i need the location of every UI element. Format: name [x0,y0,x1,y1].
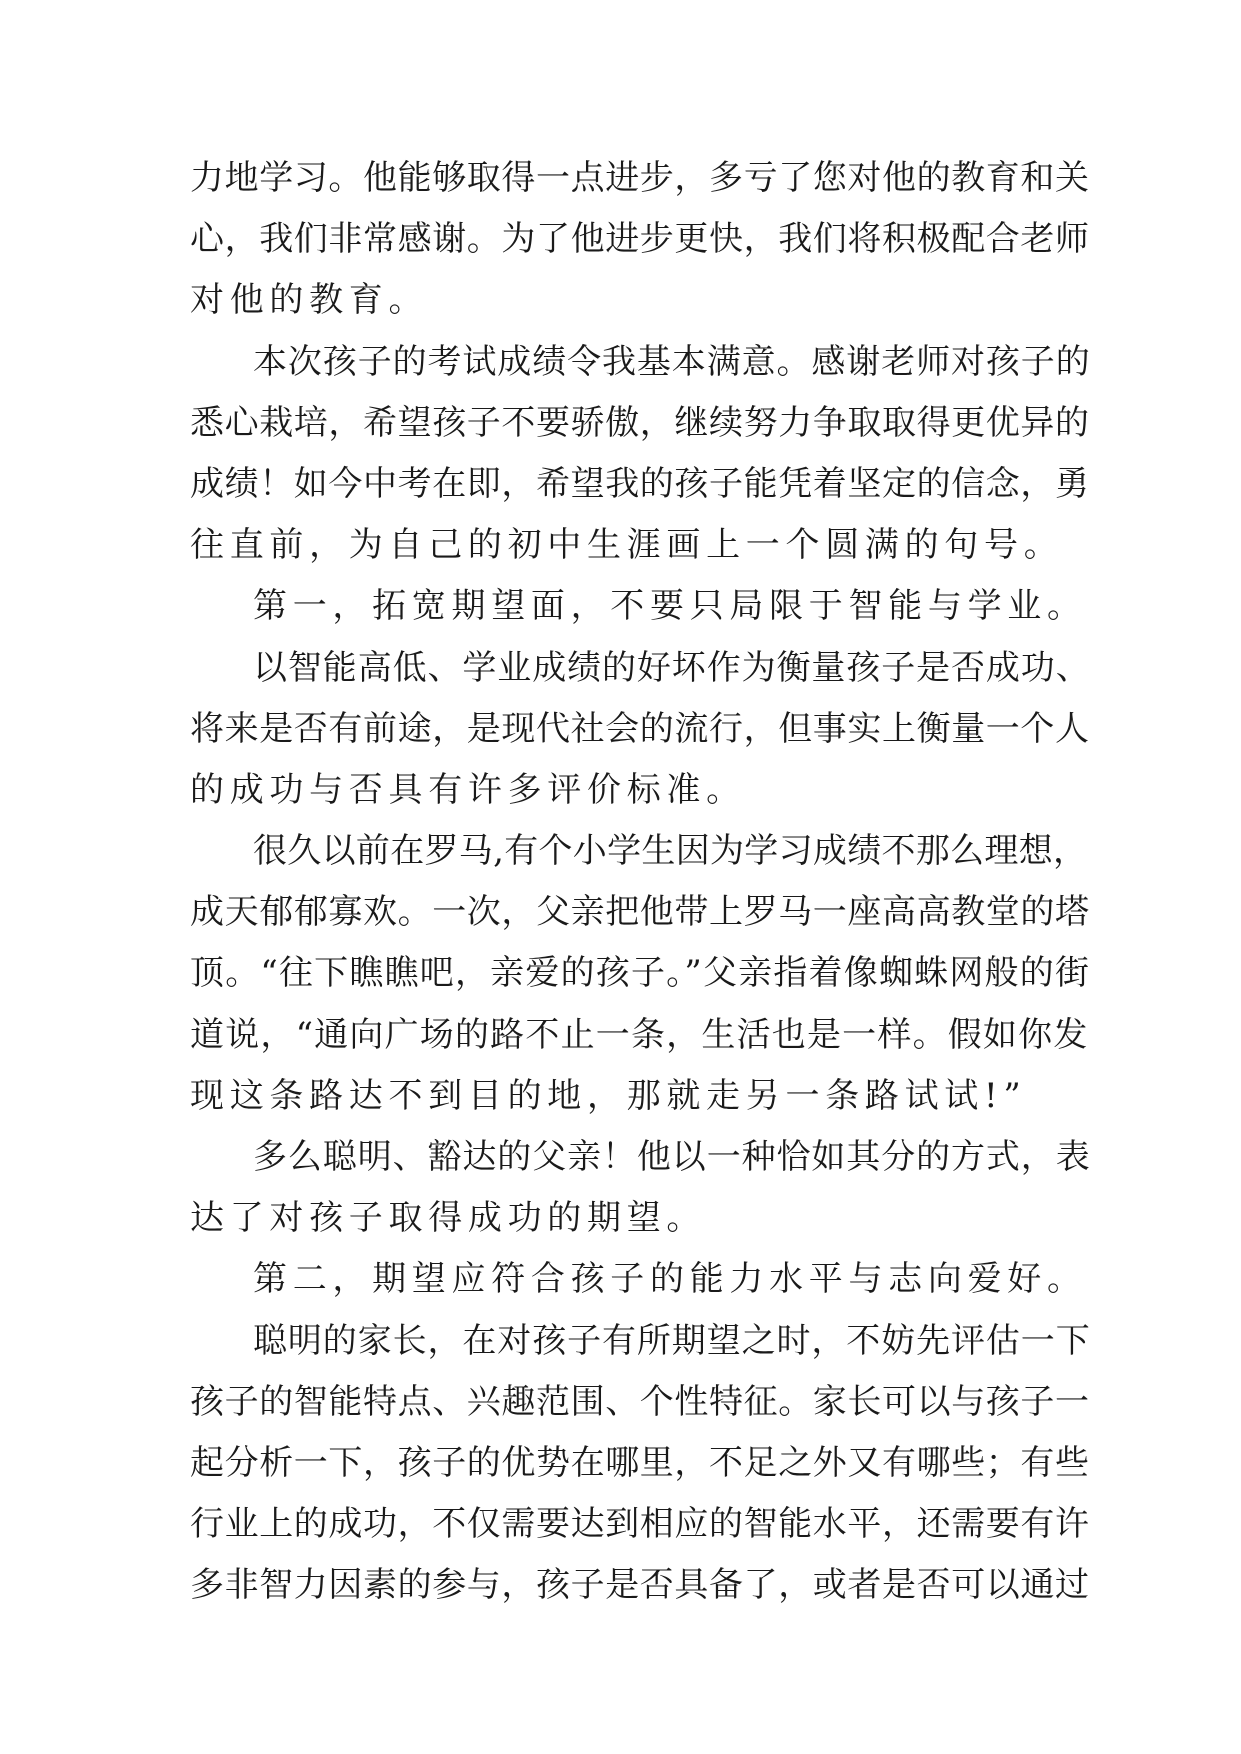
paragraph-first-line: 很久以前在罗马,有个小学生因为学习成绩不那么理想， [253,831,1088,872]
text-line: 顶。“往下瞧瞧吧，亲爱的孩子。”父亲指着像蜘蛛网般的街 [190,953,1091,994]
text-line: 行业上的成功，不仅需要达到相应的智能水平，还需要有许 [190,1504,1090,1545]
section-heading-first: 第一，拓宽期望面，不要只局限于智能与学业。 [253,586,1087,627]
text-line: 道说，“通向广场的路不止一条，生活也是一样。假如你发 [190,1014,1089,1055]
section-heading-second: 第二，期望应符合孩子的能力水平与志向爱好。 [253,1259,1087,1300]
text-line: 现这条路达不到目的地，那就走另一条路试试!” [190,1075,1027,1116]
text-line: 多非智力因素的参与，孩子是否具备了，或者是否可以通过 [190,1565,1090,1606]
paragraph-first-line: 以智能高低、学业成绩的好坏作为衡量孩子是否成功、 [253,647,1091,688]
text-line: 力地学习。他能够取得一点进步，多亏了您对他的教育和关 [190,158,1090,198]
text-line: 的成功与否具有许多评价标准。 [190,769,746,810]
text-line: 孩子的智能特点、兴趣范围、个性特征。家长可以与孩子一 [190,1381,1090,1422]
text-line: 起分析一下，孩子的优势在哪里，不足之外又有哪些；有些 [190,1442,1090,1483]
paragraph-first-line: 多么聪明、豁达的父亲！他以一种恰如其分的方式，表 [253,1137,1091,1177]
paragraph-first-line: 聪明的家长，在对孩子有所期望之时，不妨先评估一下 [253,1320,1091,1361]
text-line: 对他的教育。 [190,280,429,321]
text-line: 往直前，为自己的初中生涯画上一个圆满的句号。 [190,525,1064,566]
text-line: 心，我们非常感谢。为了他进步更快，我们将积极配合老师 [190,219,1090,260]
document-body [190,148,1091,1617]
text-line: 将来是否有前途，是现代社会的流行，但事实上衡量一个人 [190,708,1090,749]
text-line: 成绩！如今中考在即，希望我的孩子能凭着坚定的信念，勇 [190,463,1090,504]
paragraph-first-line: 本次孩子的考试成绩令我基本满意。感谢老师对孩子的 [253,341,1091,382]
text-line: 悉心栽培，希望孩子不要骄傲，继续努力争取取得更优异的 [190,402,1090,443]
text-line: 成天郁郁寡欢。一次，父亲把他带上罗马一座高高教堂的塔 [190,892,1090,933]
text-line: 达了对孩子取得成功的期望。 [190,1198,707,1239]
